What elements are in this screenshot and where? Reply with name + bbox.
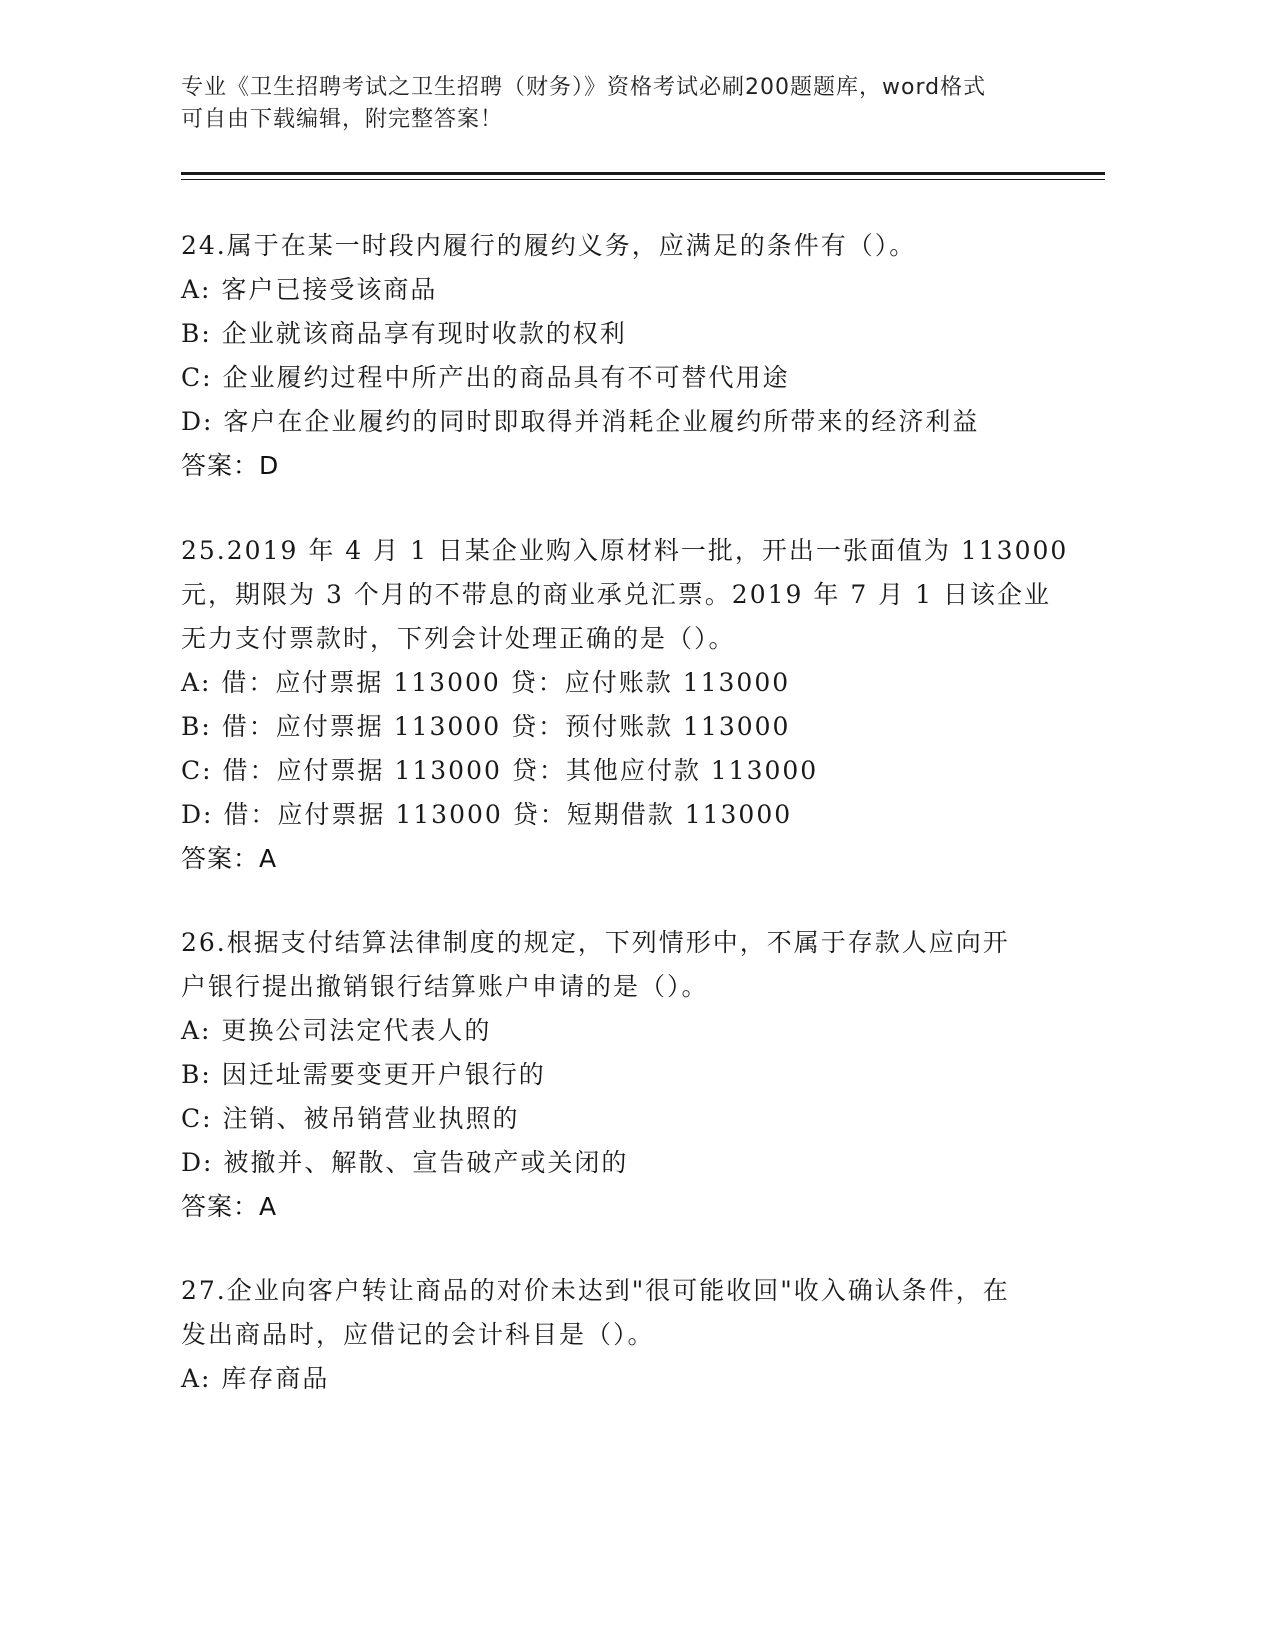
option-a: A: 客户已接受该商品 bbox=[181, 275, 438, 304]
question-stem: 元，期限为 3 个月的不带息的商业承兑汇票。2019 年 7 月 1 日该企业 bbox=[181, 580, 1051, 609]
question-stem: 26.根据支付结算法律制度的规定，下列情形中，不属于存款人应向开 bbox=[181, 928, 1010, 957]
header-divider-thick bbox=[181, 172, 1105, 175]
option-a: A: 库存商品 bbox=[181, 1364, 330, 1393]
question-stem: 户银行提出撤销银行结算账户申请的是（）。 bbox=[181, 972, 709, 1001]
question-stem: 25.2019 年 4 月 1 日某企业购入原材料一批，开出一张面值为 113000 bbox=[181, 536, 1069, 565]
option-d: D: 客户在企业履约的同时即取得并消耗企业履约所带来的经济利益 bbox=[181, 407, 980, 436]
answer-line: 答案：A bbox=[181, 844, 278, 873]
answer-line: 答案：A bbox=[181, 1192, 278, 1221]
question-stem: 无力支付票款时，下列会计处理正确的是（）。 bbox=[181, 624, 736, 653]
option-d: D: 借：应付票据 113000 贷：短期借款 113000 bbox=[181, 800, 793, 829]
question-stem: 24.属于在某一时段内履行的履约义务，应满足的条件有（）。 bbox=[181, 231, 917, 260]
option-a: A: 借：应付票据 113000 贷：应付账款 113000 bbox=[181, 668, 791, 697]
question-25 bbox=[181, 529, 1069, 881]
header-divider-thin bbox=[181, 179, 1105, 180]
option-c: C: 企业履约过程中所产出的商品具有不可替代用途 bbox=[181, 363, 790, 392]
question-27 bbox=[181, 1269, 1061, 1401]
header-title-line-1: 专业《卫生招聘考试之卫生招聘（财务）》资格考试必刷200题题库，word格式 bbox=[181, 75, 987, 100]
question-26 bbox=[181, 921, 1061, 1229]
option-a: A: 更换公司法定代表人的 bbox=[181, 1016, 492, 1045]
question-24 bbox=[181, 224, 1061, 488]
option-b: B: 因迁址需要变更开户银行的 bbox=[181, 1060, 546, 1089]
answer-line: 答案：D bbox=[181, 451, 280, 480]
option-c: C: 借：应付票据 113000 贷：其他应付款 113000 bbox=[181, 756, 819, 785]
question-stem: 27.企业向客户转让商品的对价未达到"很可能收回"收入确认条件，在 bbox=[181, 1276, 1010, 1305]
option-b: B: 借：应付票据 113000 贷：预付账款 113000 bbox=[181, 712, 791, 741]
option-b: B: 企业就该商品享有现时收款的权利 bbox=[181, 319, 627, 348]
header-title-line-2: 可自由下载编辑，附完整答案！ bbox=[181, 107, 504, 132]
option-c: C: 注销、被吊销营业执照的 bbox=[181, 1104, 520, 1133]
document-header bbox=[181, 72, 1061, 136]
question-stem: 发出商品时，应借记的会计科目是（）。 bbox=[181, 1320, 655, 1349]
option-d: D: 被撤并、解散、宣告破产或关闭的 bbox=[181, 1148, 629, 1177]
